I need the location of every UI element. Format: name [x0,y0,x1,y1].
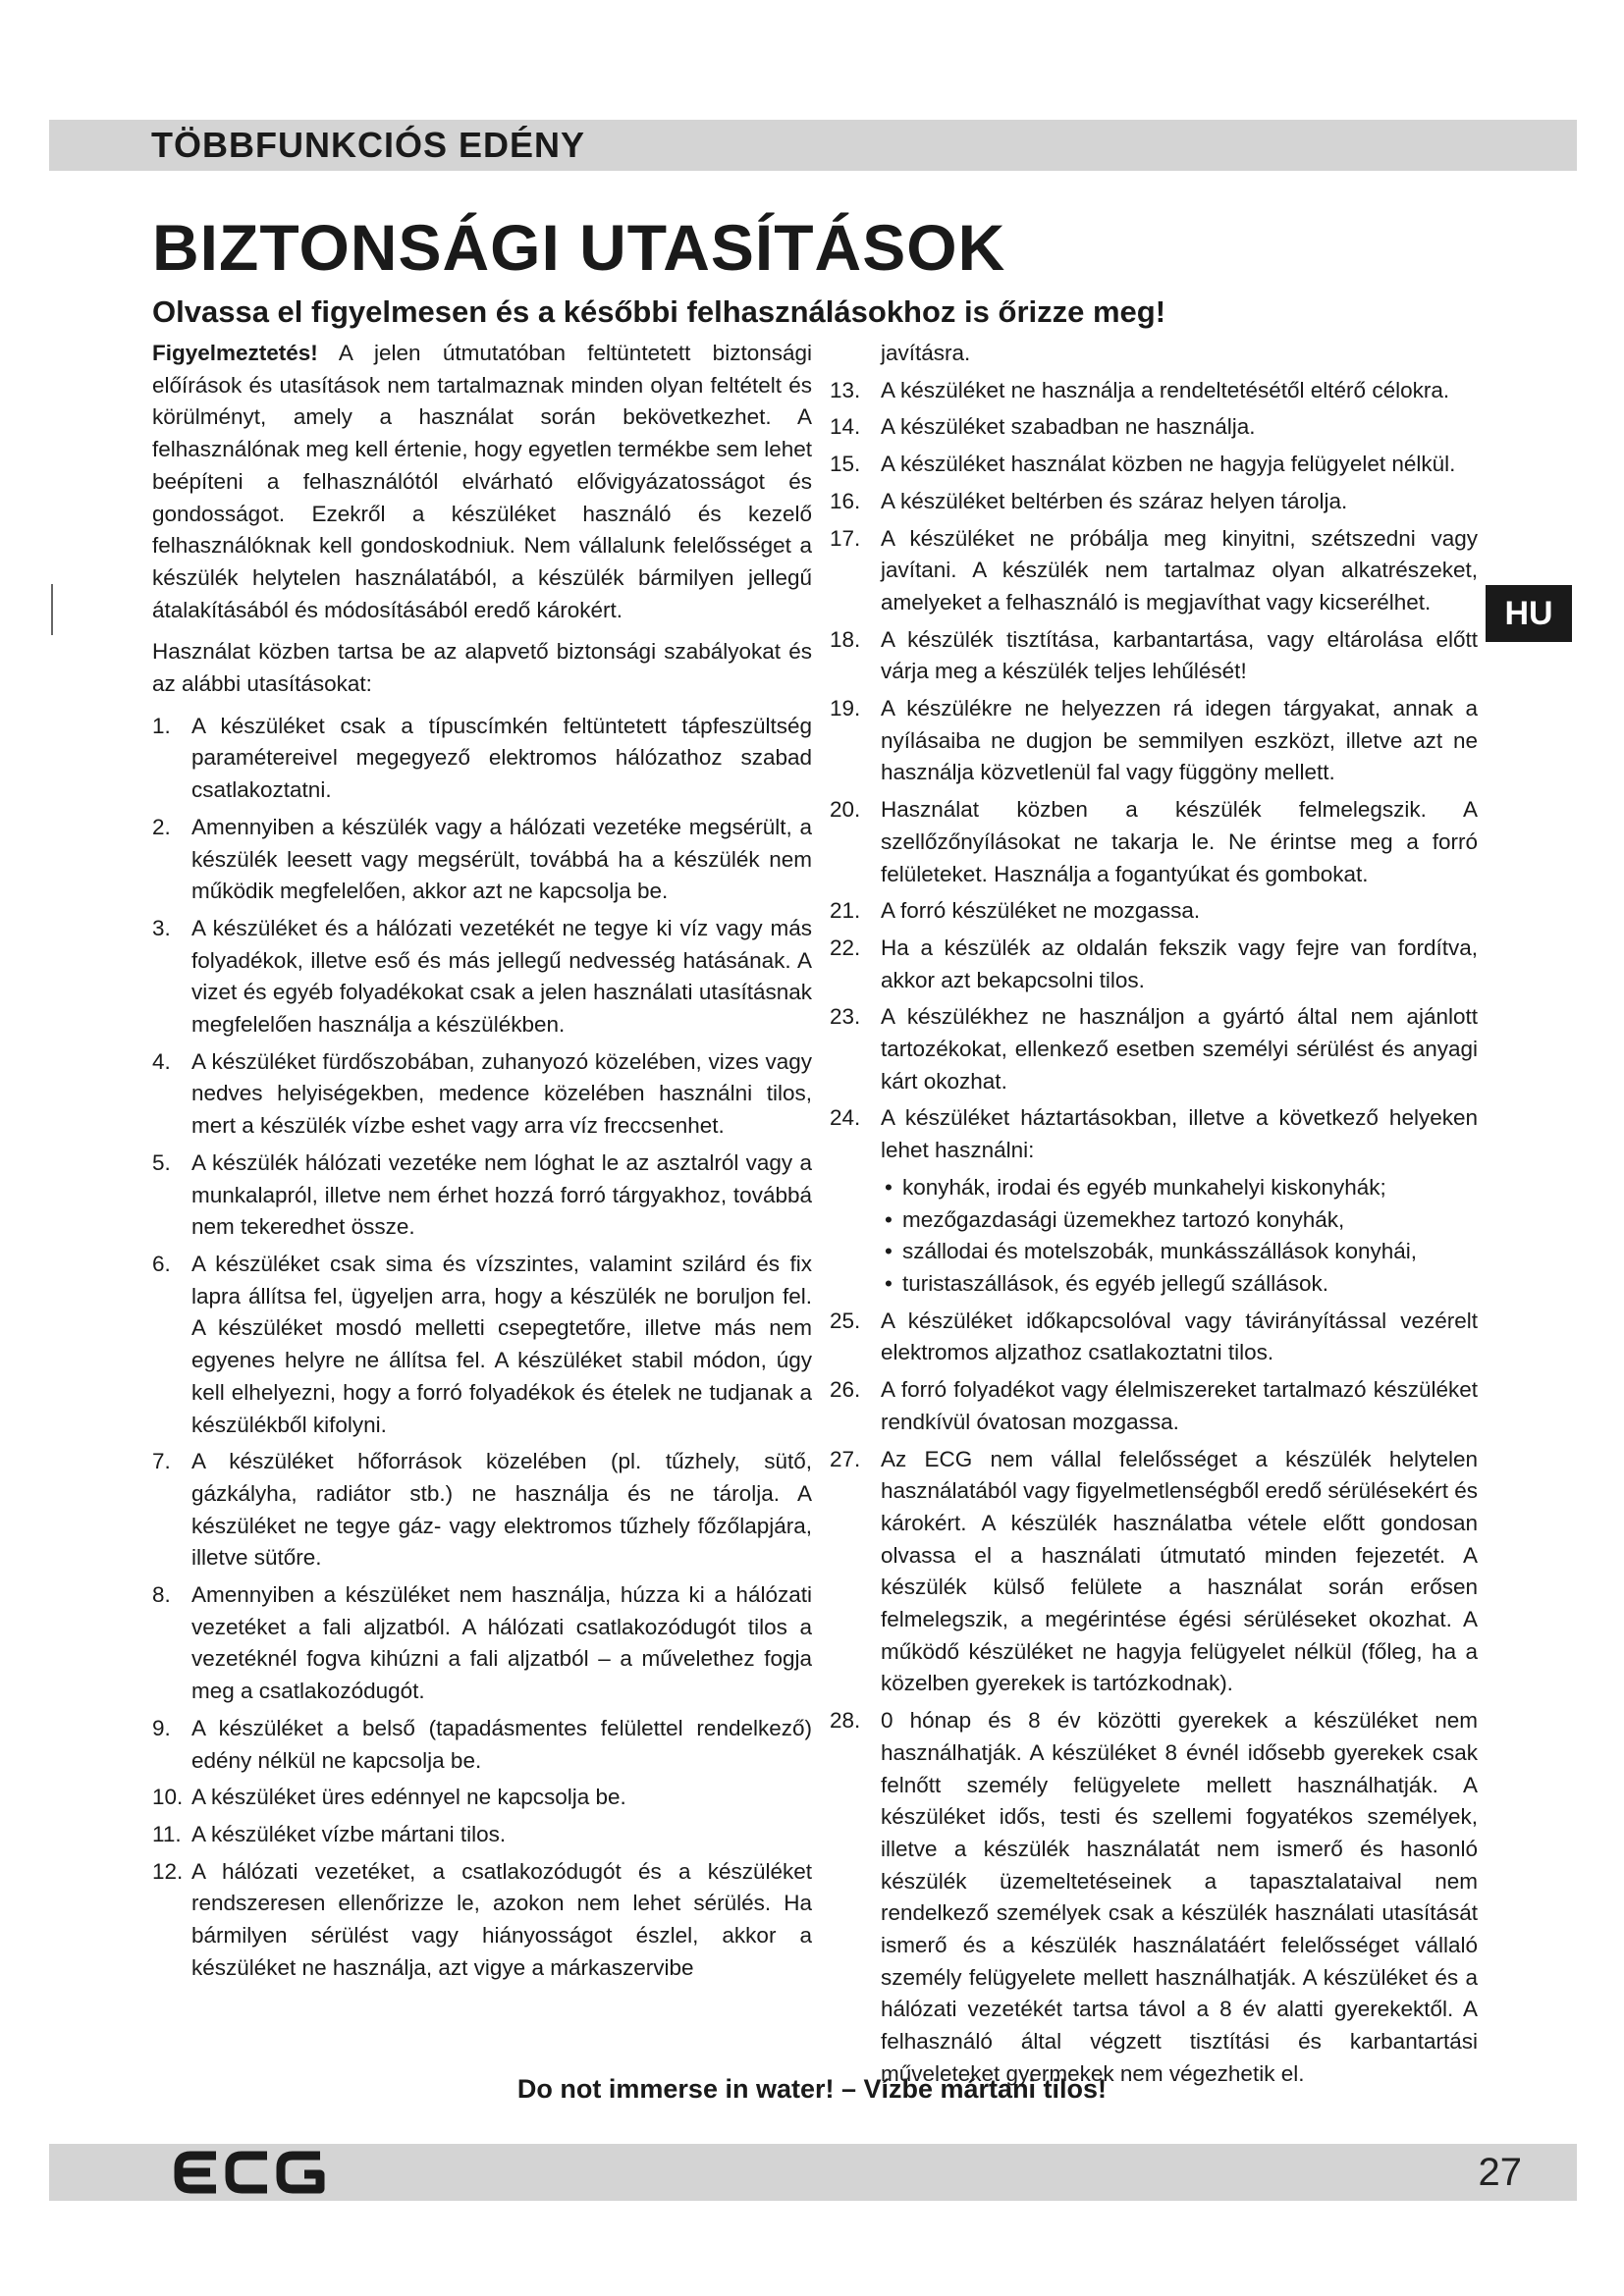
item-number: 27. [830,1446,861,1471]
item-number: 18. [830,626,861,652]
instruction-list-right [830,375,1478,1167]
instruction-item [830,895,1478,928]
item-number: 8. [152,1582,171,1608]
section-label: TÖBBFUNKCIÓS EDÉNY [151,125,586,165]
item-number: 2. [152,814,171,839]
bottom-warning-note: Do not immerse in water! – Vízbe mártani tilos! [516,2074,1108,2104]
item-text: A készüléket üres edénnyel ne kapcsolja be. [191,1785,626,1810]
item-number: 9. [152,1715,171,1740]
item-text: A készüléket hőforrások közelében (pl. tűzhely, sütő, gázkályha, radiátor stb.) ne használja és ne tárolja. A készüléket ne tegye gáz- vagy elektromos tűzhely főzőlapjára, illetve sütőre. [191,1449,812,1571]
item-text: 0 hónap és 8 év közötti gyerekek a készüléket nem használhatják. A készüléket 8 évnél idősebb gyerekek csak felnőtt személy felügyelete mellett használhatják. A készüléket idős, testi és szellemi fogyatékos személyek, illetve a készülék használatát nem ismerő és hasonló készülék üzemeltetéseinek a tapasztalataival nem rendelkező személyek csak a készülék használati utasítását ismerő és a készülék használatáért felelősséget vállaló személy felügyelete mellett használhatják. A készüléket és a hálózati vezetékét tartsa távol a 8 év alatti gyerekektől. A felhasználó által végzett tisztítási és karbantartási műveleteket gyermekek nem végezhetik el. [881,1708,1478,2086]
item-number: 22. [830,934,861,960]
instruction-item [830,624,1478,688]
instruction-item [830,486,1478,518]
warning-text: A jelen útmutatóban feltüntetett biztonsági előírások és utasítások nem tartalmaznak minden olyan feltételt és körülményt, amely a használat során bekövetkezhet. A felhasználónak meg kell értenie, hogy egyetlen termékbe sem lehet beépíteni a felhasználótól elvárható elővigyázatosságot és gondosságot. Ezekről a készüléket használó és kezelő felhasználóknak kell gondoskodniuk. Nem vállalunk felelősséget a készülék helytelen használatából, a készülék bármilyen jellegű átalakításából és módosításából eredő károkért. [152,341,812,622]
item-text: A készülék hálózati vezetéke nem lóghat le az asztalról vagy a munkalapról, illetve nem érhet hozzá forró tárgyakhoz, továbbá nem tekeredhet össze. [191,1149,812,1240]
item-number: 16. [830,488,861,513]
usage-place-item: • mezőgazdasági üzemekhez tartozó konyhák, [881,1204,1478,1237]
instruction-item [152,1249,812,1441]
instruction-item [152,1819,812,1851]
item-text: Amennyiben a készüléket nem használja, húzza ki a hálózati vezetéket a fali aljzatból. A hálózati csatlakozódugót tilos a vezetéknél fogva kihúzni a fali aljzatból – a művelethez fogja meg a csatlakozódugót. [191,1582,812,1704]
instruction-item [152,1046,812,1143]
item-text: A készüléket ne használja a rendeltetésétől eltérő célokra. [881,377,1450,402]
item-number: 5. [152,1149,171,1175]
intro-warning [152,338,812,626]
rules-text: Használat közben tartsa be az alapvető biztonsági szabályokat és az alábbi utasításokat: [152,639,812,697]
instruction-item [152,1446,812,1575]
item-number: 25. [830,1308,861,1333]
page-subtitle: Olvassa el figyelmesen és a későbbi felhasználásokhoz is őrizze meg! [152,294,1166,329]
item-text: A készüléket a belső (tapadásmentes felülettel rendelkező) edény nélkül ne kapcsolja be. [191,1715,812,1773]
instruction-item [152,1148,812,1244]
item-text: A készülék tisztítása, karbantartása, vagy eltárolása előtt várja meg a készülék teljes lehűlését! [881,626,1478,684]
right-column [830,338,1478,2096]
usage-place-item: • turistaszállások, és egyéb jellegű szállások. [881,1268,1478,1301]
instruction-item [830,1306,1478,1369]
item-number: 11. [152,1821,182,1846]
item-text: A hálózati vezetéket, a csatlakozódugót és a készüléket rendszeresen ellenőrizze le, azokon nem lehet sérülés. Ha bármilyen sérülést vagy hiányosságot észlel, akkor a készüléket ne használja, azt vigye a márkaszervibe [191,1858,812,1980]
language-badge: HU [1486,585,1572,642]
instruction-item [152,913,812,1041]
usage-place-item: • konyhák, irodai és egyéb munkahelyi kiskonyhák; [881,1172,1478,1204]
page-number: 27 [1478,2151,1522,2194]
item-number: 23. [830,1004,861,1030]
item-text: A készüléket és a hálózati vezetékét ne tegye ki víz vagy más folyadékok, illetve eső és más jellegű nedvesség hatásának. A vizet és egyéb folyadékokat csak a jelen használati utasításnak megfelelően használja a készülékben. [191,915,812,1038]
item-text: A készüléket időkapcsolóval vagy távirányítással vezérelt elektromos aljzathoz csatlakoztatni tilos. [881,1308,1478,1365]
item-number: 24. [830,1105,861,1131]
instruction-item [152,1579,812,1708]
item-number: 17. [830,525,861,551]
instruction-list-right-2 [830,1306,1478,2091]
item-number: 20. [830,797,861,823]
item-number: 6. [152,1251,171,1276]
left-column [152,338,812,1989]
item-text: A készüléket háztartásokban, illetve a következő helyeken lehet használni: [881,1105,1478,1163]
instruction-item [830,449,1478,481]
item-text: A készüléket ne próbálja meg kinyitni, szétszedni vagy javítani. A készülék nem tartalmaz olyan alkatrészeket, amelyeket a felhasználó is megjavíthat vagy kicserélhet. [881,525,1478,614]
instruction-item [830,523,1478,619]
margin-mark [51,584,53,635]
item-number: 12. [152,1858,184,1884]
item-text: Az ECG nem vállal felelősséget a készülék helytelen használatából vagy figyelmetlenségből eredő sérülésekért és károkért. A készülék használatba vétele előtt gondosan olvassa el a használati útmutató minden fejezetét. A készülék külső felülete a használat során erősen felmelegszik, a megérintése égési sérüléseket okozhat. A működő készüléket ne hagyja felügyelet nélkül (főleg, ha a közelben gyerekek is tartózkodnak). [881,1446,1478,1696]
page-title: BIZTONSÁGI UTASÍTÁSOK [152,211,1006,284]
item-number: 15. [830,452,861,477]
instruction-item [152,711,812,807]
item-number: 7. [152,1449,171,1474]
usage-places-list [881,1172,1478,1301]
usage-place-item: • szállodai és motelszobák, munkásszállások konyhái, [881,1236,1478,1268]
item-text: A készüléket beltérben és száraz helyen tárolja. [881,488,1348,513]
instruction-item [830,1444,1478,1701]
item-text: A készüléket csak a típuscímkén feltüntetett tápfeszültség paramétereivel megegyező elektromos hálózathoz szabad csatlakoztatni. [191,713,812,803]
instruction-item [152,1782,812,1814]
instruction-item [152,1713,812,1777]
instruction-item [830,1001,1478,1097]
instruction-item [830,1705,1478,2090]
item-number: 1. [152,713,171,738]
item-number: 10. [152,1785,184,1810]
instruction-item [830,411,1478,444]
instruction-item [830,693,1478,789]
item-text: A készüléket használat közben ne hagyja felügyelet nélkül. [881,452,1456,477]
item-number: 28. [830,1708,861,1734]
item-text: A készüléket vízbe mártani tilos. [191,1821,507,1846]
item-number: 26. [830,1377,861,1403]
ecg-logo [173,2148,330,2197]
section-header-bar [49,120,1577,171]
item-text: A forró készüléket ne mozgassa. [881,898,1201,924]
instruction-list-left [152,711,812,1985]
instruction-item [830,794,1478,890]
item-number: 3. [152,915,171,940]
item-number: 14. [830,414,861,440]
item-text: A készüléket szabadban ne használja. [881,414,1256,440]
item-number: 21. [830,898,861,924]
instruction-item [152,812,812,908]
instruction-item [830,933,1478,996]
item-number: 19. [830,696,861,721]
instruction-item [152,1856,812,1985]
item-text: Használat közben a készülék felmelegszik. A szellőzőnyílásokat ne takarja le. Ne érintse meg a forró felületeket. Használja a fogantyúkat és gombokat. [881,797,1478,886]
item-text: A forró folyadékot vagy élelmiszereket tartalmazó készüléket rendkívül óvatosan mozgassa. [881,1377,1478,1434]
item-text: Ha a készülék az oldalán fekszik vagy fejre van fordítva, akkor azt bekapcsolni tilos. [881,934,1478,992]
instruction-item [830,1102,1478,1166]
item-text: A készüléket fürdőszobában, zuhanyozó közelében, vizes vagy nedves helyiségekben, medence közelében használni tilos, mert a készülék vízbe eshet vagy arra víz freccsenhet. [191,1048,812,1139]
instruction-item [830,1374,1478,1438]
item-text: A készülékre ne helyezzen rá idegen tárgyakat, annak a nyílásaiba ne dugjon be semmilyen eszközt, illetve azt ne használja közvetlenül fal vagy függöny mellett. [881,696,1478,785]
instruction-item [830,375,1478,407]
item-number: 4. [152,1048,171,1074]
item-text: A készülékhez ne használjon a gyártó által nem ajánlott tartozékokat, ellenkező esetben személyi sérülést és anyagi kárt okozhat. [881,1004,1478,1094]
warning-label: Figyelmeztetés! [152,341,318,365]
item-number: 13. [830,377,861,402]
item-text: Amennyiben a készülék vagy a hálózati vezetéke megsérült, a készülék leesett vagy megsérült, továbbá ha a készülék nem működik megfelelően, akkor azt ne kapcsolja be. [191,814,812,904]
continuation-text: javításra. [881,341,971,365]
item-text: A készüléket csak sima és vízszintes, valamint szilárd és fix lapra állítsa fel, ügyeljen arra, hogy a készülék ne boruljon fel. A készüléket mosdó melletti csepegtetőre, illetve más nem egyenes helyre ne állítsa fel. A készüléket stabil módon, úgy kell elhelyezni, hogy a forró folyadékok és ételek ne tudjanak a készülékből kifolyni. [191,1251,812,1437]
